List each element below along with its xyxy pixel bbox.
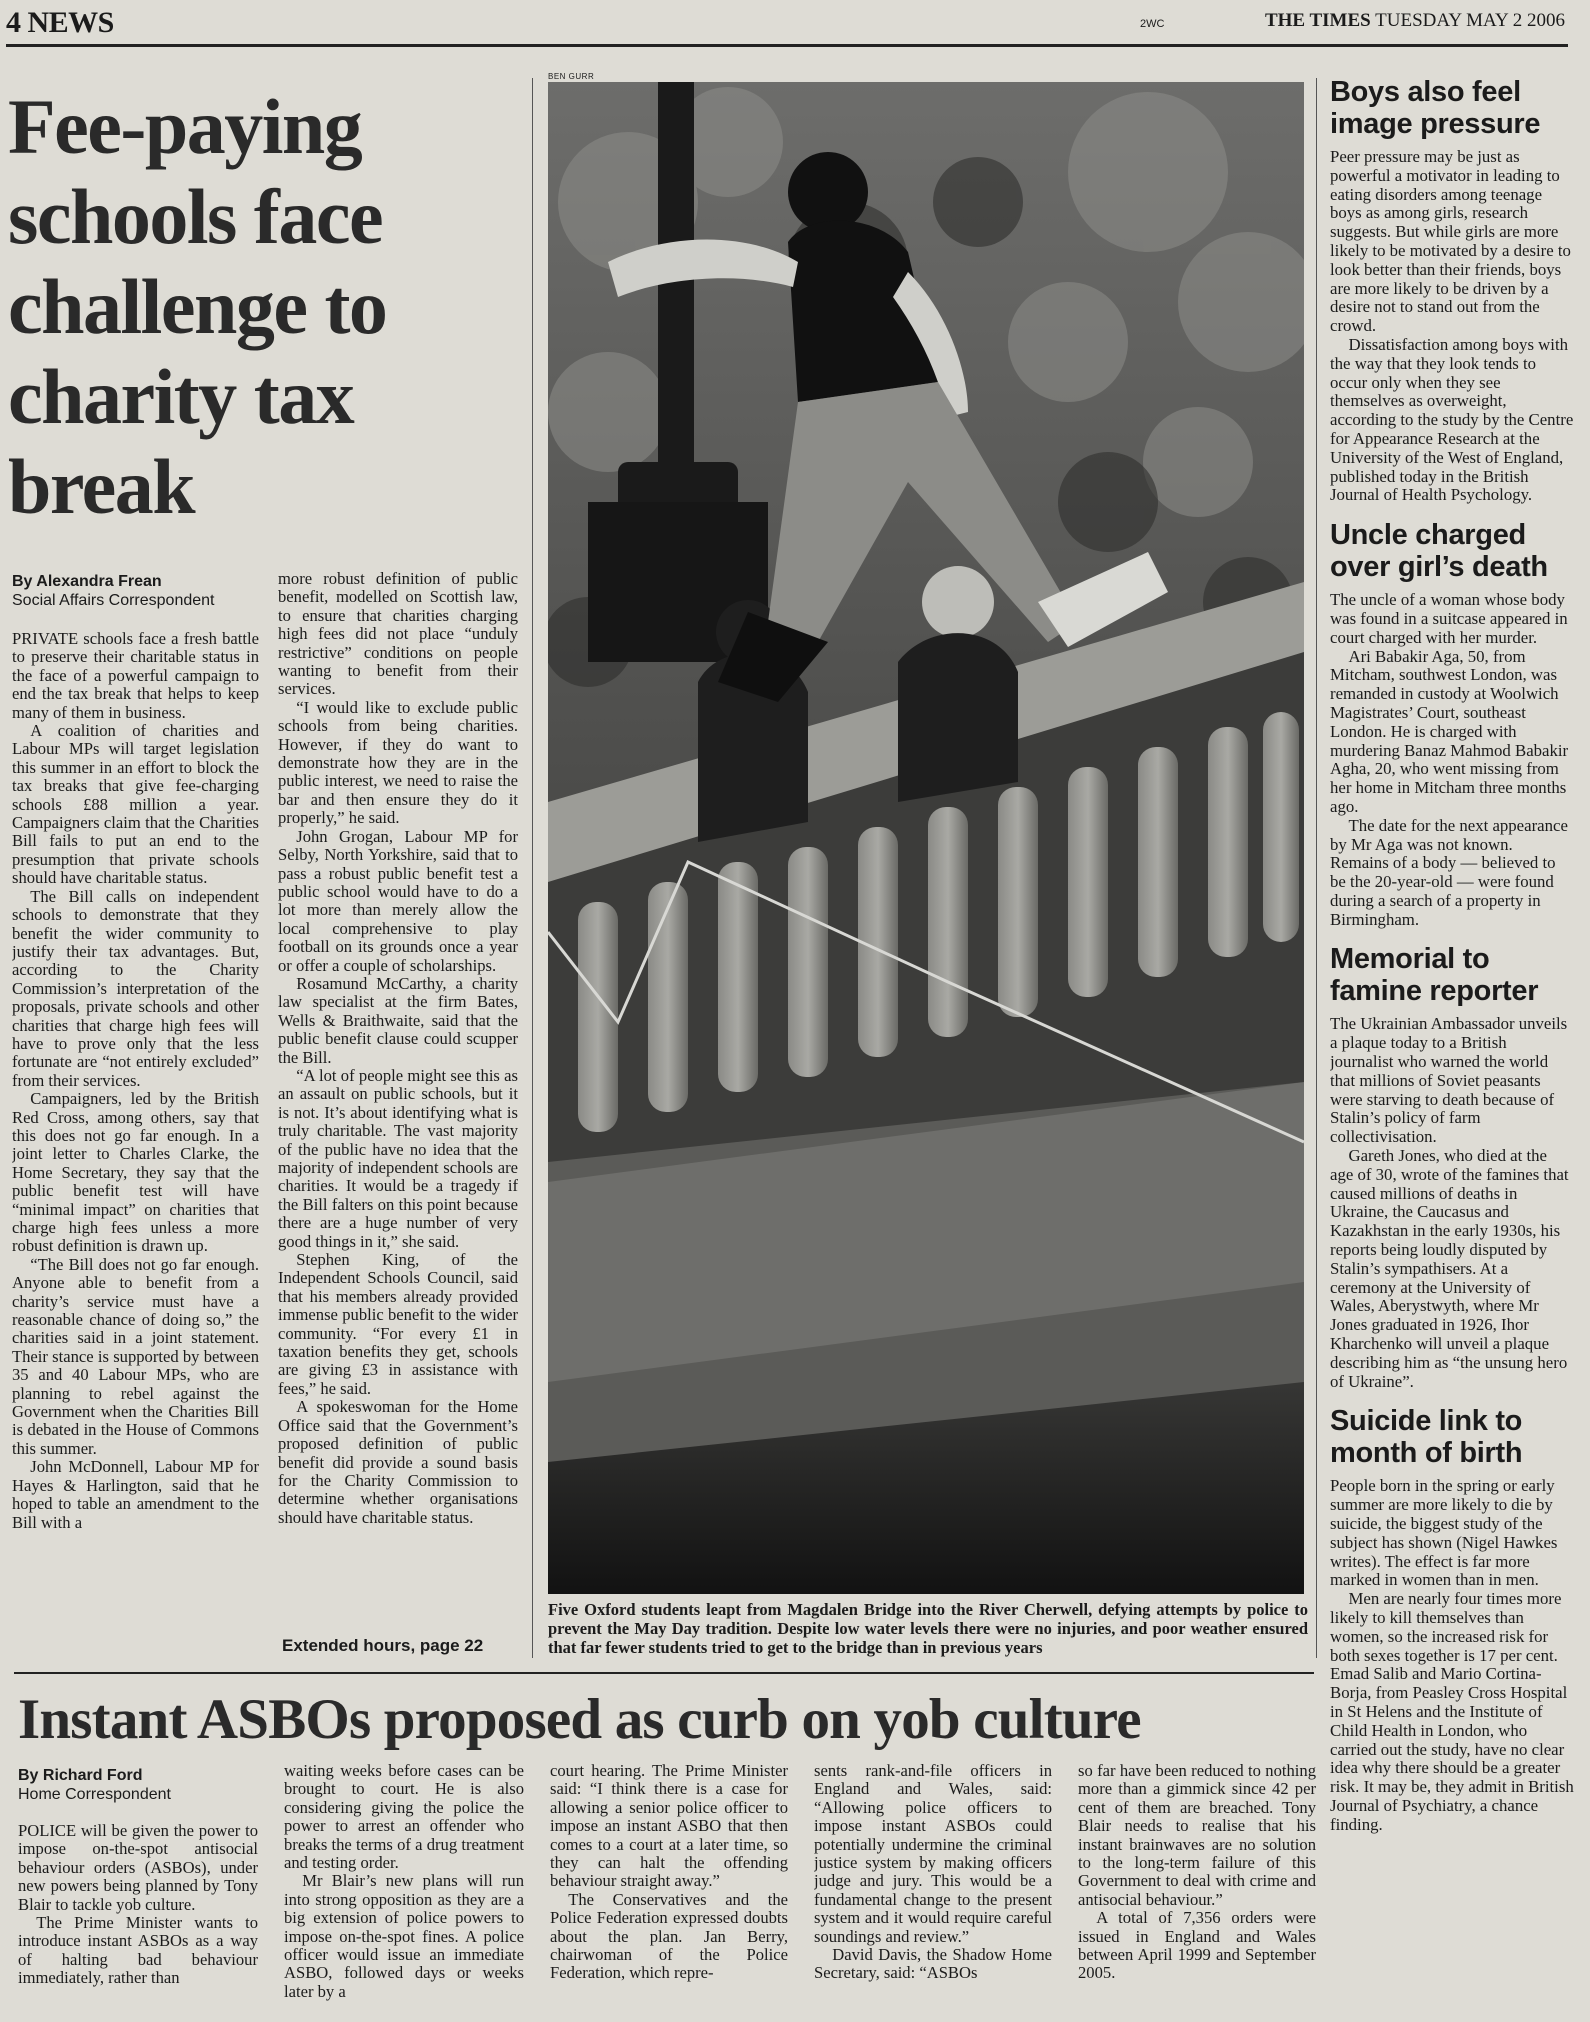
paragraph: court hearing. The Prime Minister said: “I think there is a case for allowing a senior police officer to impose an instant ASBO that then comes to a court at a later time, so they can halt the offending behaviour straight away.” xyxy=(550,1762,788,1891)
paragraph: The uncle of a woman whose body was found in a suitcase appeared in court charged with her murder. xyxy=(1330,590,1568,647)
brief-headline: Memorial to famine reporter xyxy=(1330,943,1539,1008)
paragraph: Stephen King, of the Independent Schools Council, said that his members already provided immense public benefit to the wider community. “For every £1 in taxation benefits they get, schools are giving £3 in assistance with fees,” he said. xyxy=(278,1250,518,1398)
paragraph: A total of 7,356 orders were issued in England and Wales between April 1999 and September 2005. xyxy=(1078,1908,1316,1983)
paragraph: Men are nearly four times more likely to kill themselves than women, so the increased risk for both sexes together is 17 per cent. Emad Salib and Mario Cortina-Borja, from Peasley Cross Hospital in St Helens and the Institute of Child Health in London, who carried out the study, have no clear idea why there should be a greater risk. It may be, they admit in British Journal of Psychiatry, a chance finding. xyxy=(1330,1589,1574,1834)
brief-headline: Boys also feel image pressure xyxy=(1330,76,1541,140)
brief-headline: Suicide link to month of birth xyxy=(1330,1405,1523,1470)
second-column-4 xyxy=(814,1762,1052,2018)
brief-item xyxy=(1330,943,1574,1391)
second-column-1 xyxy=(18,1822,258,2018)
brief-body xyxy=(1330,591,1574,929)
paragraph: “The Bill does not go far enough. Anyone able to benefit from a charity’s service must have a reasonable chance of doing so,” the charities said in a joint statement. Their stance is supported by between 35 and 40 Labour MPs, who are planning to rebel against the Government when the Charities Bill is debated in the House of Commons this summer. xyxy=(12,1254,259,1458)
photo-left-rule xyxy=(532,78,533,1658)
paragraph: People born in the spring or early summer are more likely to die by suicide, the biggest study of the subject has shown (Nigel Hawkes writes). The effect is far more marked in women than in men. xyxy=(1330,1476,1558,1590)
news-photo xyxy=(548,82,1304,1594)
news-in-brief-sidebar xyxy=(1330,76,1574,2020)
brief-body xyxy=(1330,148,1574,505)
lead-role: Social Affairs Correspondent xyxy=(12,592,215,609)
edition-code: 2WC xyxy=(1140,18,1165,30)
paragraph: The Conservatives and the Police Federation expressed doubts about the plan. Jan Berry, chairwoman of the Police Federation, which repre- xyxy=(550,1889,788,1983)
bridge-jump-photo xyxy=(548,82,1304,1594)
paragraph: John Grogan, Labour MP for Selby, North Yorkshire, said that to pass a robust public benefit test a public school would have to do a lot more than merely allow the local comprehensive to play football on its grounds once a year or offer a couple of scholarships. xyxy=(278,826,518,975)
paragraph: Dissatisfaction among boys with the way that they look tends to occur only when they see themselves as overweight, according to the study by the Centre for Appearance Research at the University of the West of England, published today in the British Journal of Health Psychology. xyxy=(1330,334,1574,505)
second-byline: By Richard Ford xyxy=(18,1767,143,1784)
brief-headline: Uncle charged over girl’s death xyxy=(1330,519,1548,584)
issue-date: TUESDAY MAY 2 2006 xyxy=(1375,10,1565,31)
second-column-2 xyxy=(284,1762,524,2018)
paragraph: PRIVATE schools face a fresh battle to preserve their charitable status in the face of a powerful campaign to end the tax break that helps to keep many of them in business. xyxy=(12,630,259,722)
lead-byline: By Alexandra Frean xyxy=(12,573,162,590)
paragraph: John McDonnell, Labour MP for Hayes & Harlington, said that he hoped to table an amendment to the Bill with a xyxy=(12,1457,259,1532)
paragraph: waiting weeks before cases can be brought to court. He is also considering giving the police the power to arrest an offender who breaks the terms of a drug treatment and testing order. xyxy=(284,1762,524,1873)
masthead-dateline xyxy=(1265,10,1565,32)
brief-item xyxy=(1330,1405,1574,1834)
photo-caption: Five Oxford students leapt from Magdalen Bridge into the River Cherwell, defying attempts by police to prevent the May Day tradition. Despite low water levels there were no injuries, and poor weather ensured that far fewer students tried to get to the bridge than in previous years xyxy=(548,1600,1308,1657)
second-headline: Instant ASBOs proposed as curb on yob culture xyxy=(18,1688,1141,1751)
paper-name: THE TIMES xyxy=(1264,10,1371,31)
lead-pointer: Extended hours, page 22 xyxy=(282,1636,484,1655)
paragraph: Peer pressure may be just as powerful a motivator in leading to eating disorders among teenage boys as among girls, research suggests. But while girls are more likely to be motivated by a desire to look better than their friends, boys are more likely to be driven by a desire not to stand out from the crowd. xyxy=(1330,147,1571,336)
brief-item xyxy=(1330,519,1574,929)
second-column-5 xyxy=(1078,1762,1316,2018)
paragraph: so far have been reduced to nothing more than a gimmick since 42 per cent of them are breached. Tony Blair needs to realise that his instant brainwaves are no solution to the long-term failure of this Government to deal with crime and antisocial behaviour.” xyxy=(1078,1762,1316,1909)
paragraph: Gareth Jones, who died at the age of 30, wrote of the famines that caused millions of deaths in Ukraine, the Caucasus and Kazakhstan in the early 1930s, his reports being loudly disputed by Stalin’s sympathisers. At a ceremony at the University of Wales, Aberystwyth, where Mr Jones graduated in 1926, Ihor Kharchenko will unveil a plaque describing him as “the unsung hero of Ukraine”. xyxy=(1330,1146,1569,1391)
paragraph: sents rank-and-file officers in England and Wales, said: “Allowing police officers to impose instant ASBOs could potentially undermine the criminal justice system by making officers judge and jury. This would be a fundamental change to the present system and it would require careful soundings and review.” xyxy=(814,1762,1052,1946)
paragraph: POLICE will be given the power to impose on-the-spot antisocial behaviour orders (ASBOs), under new powers being planned by Tony Blair to tackle yob culture. xyxy=(18,1822,258,1914)
paragraph: Rosamund McCarthy, a charity law specialist at the firm Bates, Wells & Braithwaite, said that the public benefit clause could scupper the Bill. xyxy=(278,973,518,1067)
brief-body xyxy=(1330,1477,1574,1834)
lead-column-2 xyxy=(278,570,518,1622)
paragraph: “I would like to exclude public schools from being charities. However, if they do want to demonstrate how they are in the public interest, we need to raise the bar and then ensure they do it properly,” he said. xyxy=(278,697,518,828)
paragraph: Mr Blair’s new plans will run into strong opposition as they are a big extension of police powers to impose on-the-spot fines. A police officer would issue an immediate ASBO, followed days or weeks later by a xyxy=(284,1871,524,2001)
photo-credit: BEN GURR xyxy=(548,72,595,81)
photo-right-rule xyxy=(1316,78,1317,1658)
section-label: 4 NEWS xyxy=(6,6,114,39)
lower-story-rule xyxy=(14,1672,1314,1674)
second-byline-block xyxy=(18,1766,258,1804)
lead-byline-block xyxy=(12,572,272,610)
lead-column-1 xyxy=(12,630,259,1658)
paragraph: The date for the next appearance by Mr Aga was not known. Remains of a body — believed to be the 20-year-old — were found during a search of a property in Birmingham. xyxy=(1330,815,1568,929)
brief-body xyxy=(1330,1015,1574,1391)
second-role: Home Correspondent xyxy=(18,1786,171,1803)
paragraph: The Bill calls on independent schools to demonstrate that they benefit the wider community to justify their tax advantages. But, according to the Charity Commission’s interpretation of the proposals, private schools and other charities that charge high fees will have to prove only that the less fortunate are “not entirely excluded” from their services. xyxy=(12,886,259,1090)
paragraph: A coalition of charities and Labour MPs will target legislation this summer in an effort to block the tax breaks that give fee-charging schools £88 million a year. Campaigners claim that the Charities Bill fails to put an end to the presumption that private schools should have charitable status. xyxy=(12,721,259,888)
paragraph: Ari Babakir Aga, 50, from Mitcham, southwest London, was remanded in custody at Woolwich Magistrates’ Court, southeast London. He is charged with murdering Banaz Mahmod Babakir Agha, 20, who went missing from her home in Mitcham three months ago. xyxy=(1330,646,1569,816)
paragraph: more robust definition of public benefit, modelled on Scottish law, to ensure that charities charging high fees did not place “unduly restrictive” conditions on people wanting to benefit from their services. xyxy=(278,570,518,699)
lead-headline: Fee-paying schools face challenge to charity tax break xyxy=(8,83,387,530)
paragraph: A spokeswoman for the Home Office said that the Government’s proposed definition of public benefit did provide a sound basis for the Charity Commission to determine whether organisations should have charitable status. xyxy=(278,1397,518,1527)
paragraph: David Davis, the Shadow Home Secretary, said: “ASBOs xyxy=(814,1945,1052,1983)
paragraph: Campaigners, led by the British Red Cross, among others, say that this does not go far enough. In a joint letter to Charles Clarke, the Home Secretary, they say that the public benefit test will have “minimal impact” on charities that charge high fees unless a more robust definition is drawn up. xyxy=(12,1089,259,1256)
masthead-rule xyxy=(6,44,1568,47)
paragraph: The Prime Minister wants to introduce instant ASBOs as a way of halting bad behaviour immediately, rather than xyxy=(18,1913,258,1988)
paragraph: “A lot of people might see this as an assault on public schools, but it is not. It’s about identifying what is truly charitable. The vast majority of the public have no idea that the majority of independent schools are charities. It would be a tragedy if the Bill falters on this point because there are a huge number of very good things in it,” she said. xyxy=(278,1065,518,1251)
brief-item xyxy=(1330,76,1574,505)
second-column-3 xyxy=(550,1762,788,2018)
paragraph: The Ukrainian Ambassador unveils a plaque today to a British journalist who warned the world that millions of Soviet peasants were starving to death because of Stalin’s policy of farm collectivisation. xyxy=(1330,1014,1568,1147)
